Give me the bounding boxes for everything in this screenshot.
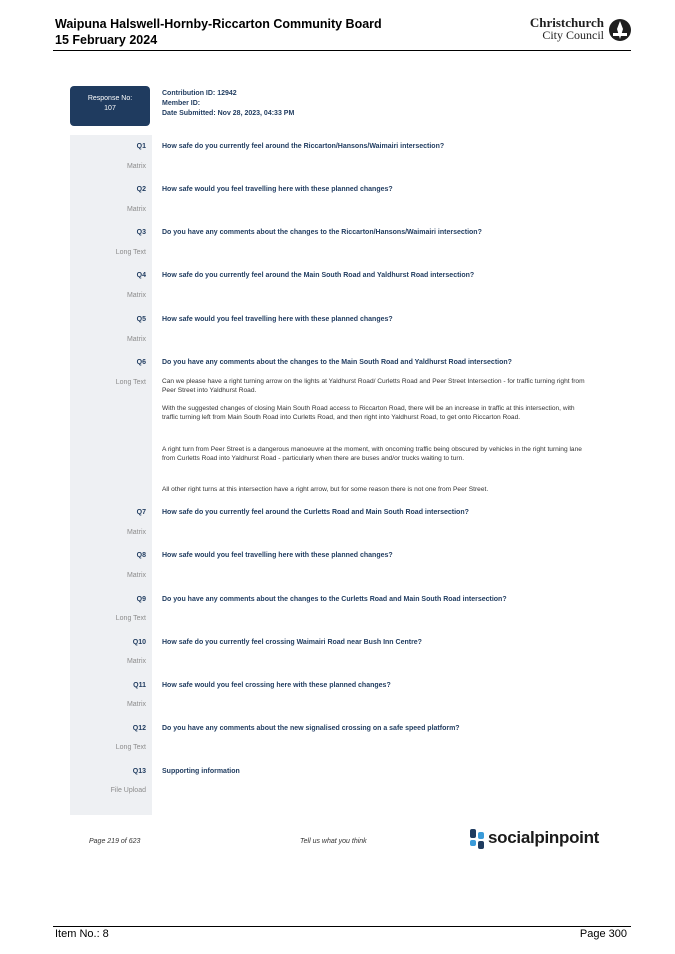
council-logo <box>510 16 632 46</box>
contribution-id: Contribution ID: 12942 <box>162 90 237 97</box>
question-number: Q9 <box>136 596 146 603</box>
socialpinpoint-wordmark: socialpinpoint <box>488 828 600 847</box>
tagline: Tell us what you think <box>300 838 367 845</box>
cathedral-icon <box>608 17 632 43</box>
question-text: How safe would you feel travelling here with these planned changes? <box>162 186 393 193</box>
inner-page-number: Page 219 of 623 <box>89 838 141 845</box>
question-type: Matrix <box>126 163 146 170</box>
question-text: Do you have any comments about the changes to the Riccarton/Hansons/Waimairi intersection? <box>162 229 482 236</box>
date-submitted: Date Submitted: Nov 28, 2023, 04:33 PM <box>162 110 295 117</box>
question-number: Q11 <box>133 682 146 689</box>
question-number: Q2 <box>136 186 146 193</box>
question-text: Supporting information <box>162 768 240 775</box>
question-number: Q8 <box>136 552 146 559</box>
question-text: How safe do you currently feel crossing Waimairi Road near Bush Inn Centre? <box>162 639 422 646</box>
question-type: Long Text <box>115 615 146 622</box>
question-text: Do you have any comments about the changes to the Main South Road and Yaldhurst Road intersection? <box>162 359 512 366</box>
question-number: Q10 <box>132 639 146 646</box>
question-label-panel <box>70 135 152 815</box>
header-rule <box>53 50 631 51</box>
question-text: How safe do you currently feel around the Curletts Road and Main South Road intersection? <box>162 509 469 516</box>
contribution-info <box>162 89 294 119</box>
question-type: Long Text <box>115 249 146 256</box>
board-name: Waipuna Halswell-Hornby-Riccarton Community Board <box>55 17 382 31</box>
q6-answer-p3: A right turn from Peer Street is a dangerous manoeuvre at the moment, with oncoming traffic being obscured by vehicles in the right turning lane from Curletts Road into Yaldhurst Road - particularly when there are buses and/or trucks waiting to turn. <box>162 446 582 462</box>
question-number: Q13 <box>132 768 146 775</box>
item-number: Item No.: 8 <box>55 928 109 940</box>
q6-answer-p1: Can we please have a right turning arrow on the lights at Yaldhurst Road/ Curletts Road and Peer Street Intersection - for traffic turning right from Peer Street into Yaldhurst Road. <box>162 378 585 394</box>
page-number: Page 300 <box>579 928 627 940</box>
question-number: Q12 <box>132 725 146 732</box>
logo-line2: City Council <box>542 28 604 42</box>
question-text: How safe do you currently feel around the Main South Road and Yaldhurst Road intersection? <box>162 272 475 279</box>
question-text: How safe would you feel travelling here with these planned changes? <box>162 316 393 323</box>
question-type: Matrix <box>126 572 146 579</box>
question-type: Matrix <box>126 292 146 299</box>
question-number: Q7 <box>136 509 146 516</box>
question-type: File Upload <box>110 787 146 794</box>
document-title <box>55 16 382 48</box>
meeting-date: 15 February 2024 <box>55 33 158 47</box>
question-number: Q6 <box>136 359 146 366</box>
question-type: Matrix <box>126 206 146 213</box>
question-text: How safe would you feel crossing here with these planned changes? <box>162 682 391 689</box>
response-number: 107 <box>104 105 116 112</box>
question-type: Matrix <box>126 701 146 708</box>
member-id: Member ID: <box>162 100 201 107</box>
question-text: How safe would you feel travelling here with these planned changes? <box>162 552 393 559</box>
logo-line1: Christchurch <box>529 15 604 30</box>
q6-answer-p2: With the suggested changes of closing Main South Road access to Riccarton Road, there will be an increase in traffic at this intersection, with traffic turning left from Main South Road into Curletts Road, and then right into Yaldhurst Road, to get onto Riccarton Road. <box>162 405 575 421</box>
question-number: Q3 <box>136 229 146 236</box>
question-text: Do you have any comments about the new signalised crossing on a safe speed platform? <box>162 725 460 732</box>
question-type: Matrix <box>126 529 146 536</box>
question-number: Q5 <box>136 316 146 323</box>
response-badge <box>70 86 150 126</box>
date-submitted-value: Nov 28, 2023, 04:33 PM <box>217 110 295 117</box>
question-number: Q4 <box>136 272 146 279</box>
question-type: Matrix <box>126 658 146 665</box>
socialpinpoint-icon <box>470 829 484 849</box>
question-number: Q1 <box>136 143 146 150</box>
response-label: Response No: <box>87 95 133 102</box>
question-type: Long Text <box>115 379 146 386</box>
footer-rule <box>53 926 631 927</box>
question-text: Do you have any comments about the changes to the Curletts Road and Main South Road intersection? <box>162 596 507 603</box>
question-type: Matrix <box>126 336 146 343</box>
q6-answer-p4: All other right turns at this intersection have a right arrow, but for some reason there is not one from Peer Street. <box>162 486 489 493</box>
question-type: Long Text <box>115 744 146 751</box>
question-text: How safe do you currently feel around the Riccarton/Hansons/Waimairi intersection? <box>162 143 445 150</box>
